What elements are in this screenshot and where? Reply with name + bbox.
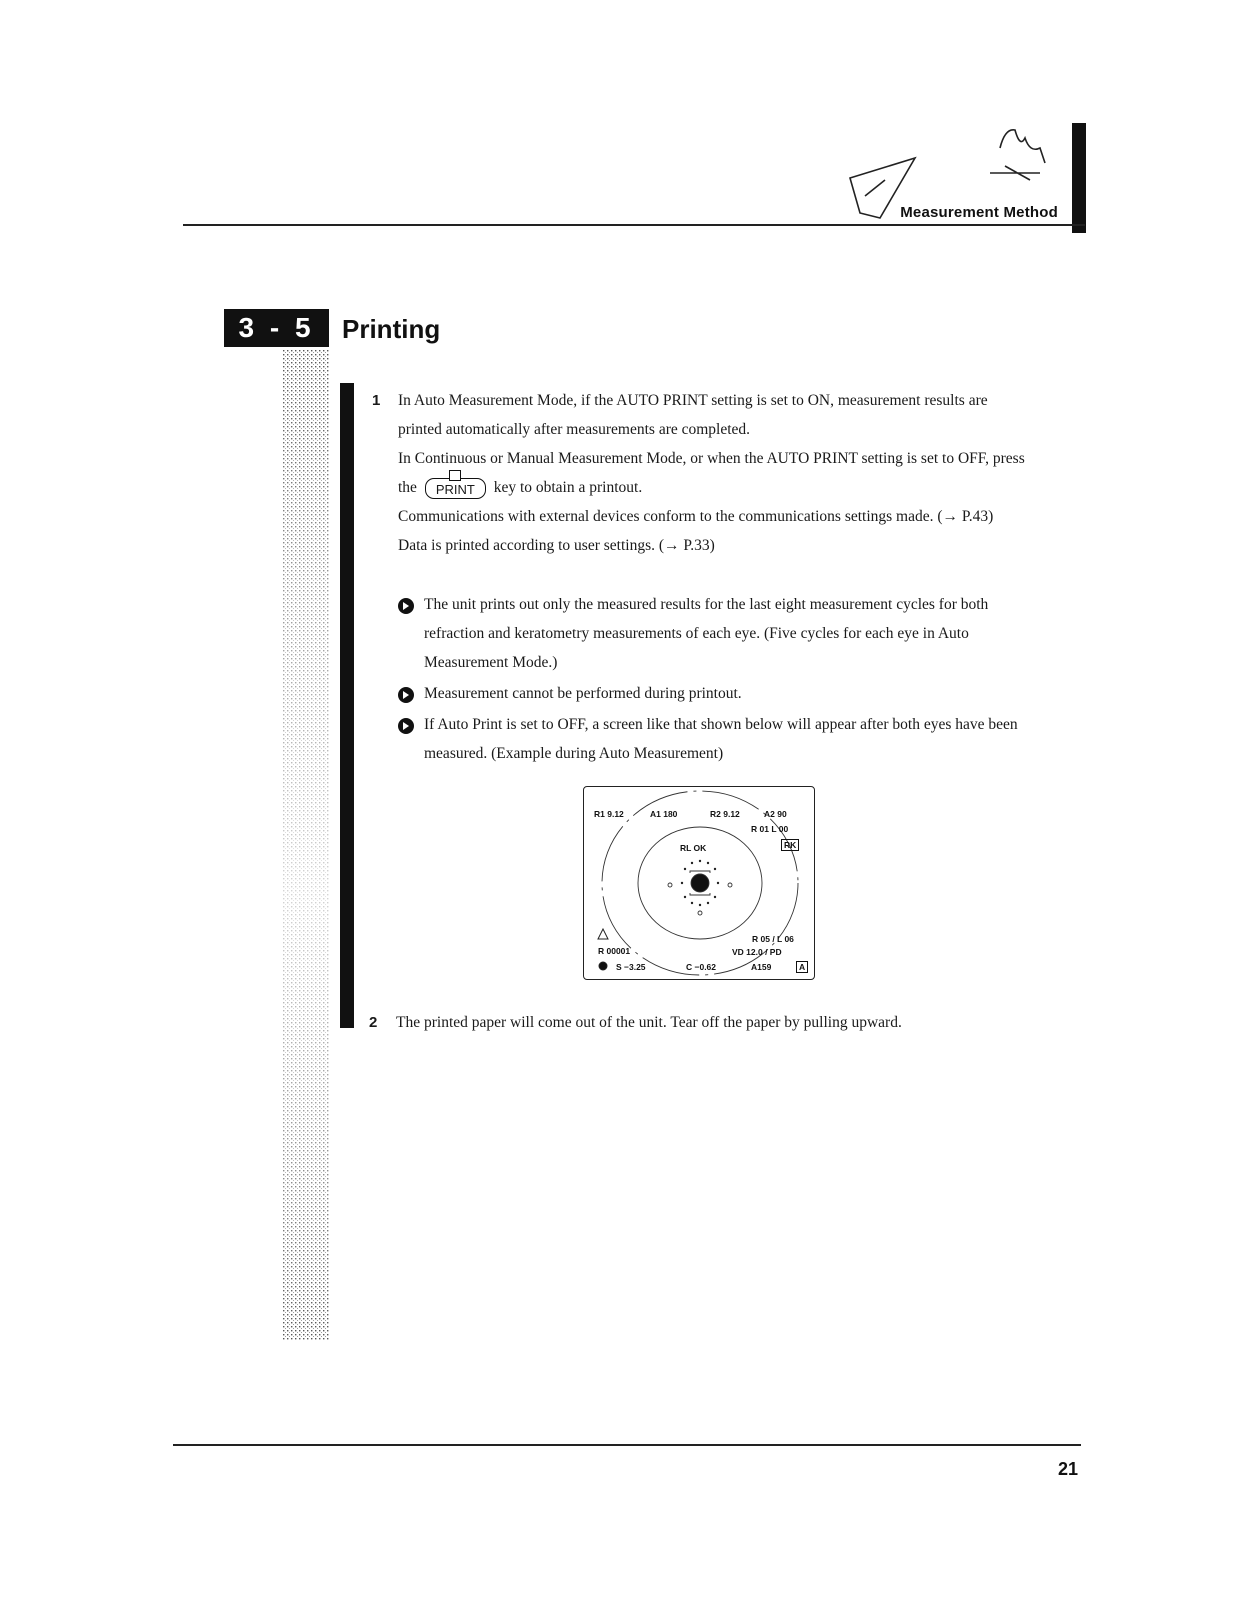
note-line: refraction and keratometry measurements of each eye. (Five cycles for each eye in Auto bbox=[424, 625, 969, 642]
note-line: If Auto Print is set to OFF, a screen like that shown below will appear after both eyes have been bbox=[424, 716, 1018, 733]
text-line: In Continuous or Manual Measurement Mode, or when the AUTO PRINT setting is set to OFF, press bbox=[398, 450, 1025, 467]
section-number-badge: 3 - 5 bbox=[224, 309, 329, 347]
header-rule bbox=[183, 224, 1085, 226]
decorative-texture-strip bbox=[283, 350, 329, 1340]
print-key-line bbox=[398, 473, 1098, 502]
screen-c-value: C −0.62 bbox=[686, 962, 717, 972]
footer-rule bbox=[173, 1444, 1081, 1446]
text-line: printed automatically after measurements are completed. bbox=[398, 421, 751, 438]
screen-r05: R 05 / L 06 bbox=[752, 934, 794, 944]
key-prefix: the bbox=[398, 479, 417, 496]
note-item bbox=[398, 590, 1098, 677]
screen-r1: R1 9.12 bbox=[594, 809, 624, 819]
key-suffix: key to obtain a printout. bbox=[493, 479, 643, 496]
screen-a-value: A159 bbox=[751, 962, 772, 972]
note-line: measured. (Example during Auto Measurement) bbox=[424, 745, 724, 762]
print-key-label: PRINT bbox=[435, 482, 475, 497]
text-line: Data is printed according to user settings. (→ P.33) bbox=[398, 537, 715, 554]
screen-r01: R 01 L 00 bbox=[751, 824, 789, 834]
screen-mode-badge: A bbox=[796, 961, 808, 973]
content-marker-bar bbox=[340, 383, 354, 1028]
text-line: In Auto Measurement Mode, if the AUTO PRINT setting is set to ON, measurement results are bbox=[398, 392, 988, 409]
screen-r-counter: R 00001 bbox=[598, 946, 631, 956]
section-title: Printing bbox=[342, 314, 441, 344]
note-line: The unit prints out only the measured results for the last eight measurement cycles for both bbox=[424, 596, 989, 613]
screen-r2: R2 9.12 bbox=[710, 809, 740, 819]
print-key-icon bbox=[425, 478, 486, 499]
measurement-screen-figure bbox=[583, 786, 815, 980]
screen-a2: A2 90 bbox=[764, 809, 787, 819]
screen-a1: A1 180 bbox=[650, 809, 678, 819]
screen-rk-badge: RK bbox=[781, 839, 799, 851]
note-line: Measurement Mode.) bbox=[424, 654, 558, 671]
text-line: Communications with external devices conform to the communications settings made. (→ P.43) bbox=[398, 508, 994, 525]
header-marker-bar bbox=[1072, 123, 1086, 233]
step-number: 1 bbox=[372, 392, 381, 409]
step1-text bbox=[398, 386, 1098, 560]
step2-text: The printed paper will come out of the unit. Tear off the paper by pulling upward. bbox=[396, 1014, 902, 1031]
note-arrow-icon bbox=[398, 687, 414, 703]
page-number: 21 bbox=[1058, 1459, 1079, 1479]
screen-s-value: S −3.25 bbox=[616, 962, 646, 972]
header-title: Measurement Method bbox=[900, 204, 1058, 221]
note-arrow-icon bbox=[398, 598, 414, 614]
note-item bbox=[398, 679, 1098, 708]
note-line: Measurement cannot be performed during printout. bbox=[424, 685, 742, 702]
note-arrow-icon bbox=[398, 718, 414, 734]
step-number: 2 bbox=[369, 1014, 378, 1031]
note-item bbox=[398, 710, 1098, 768]
screen-vd: VD 12.0 / PD bbox=[732, 947, 782, 957]
screen-rl-ok: RL OK bbox=[680, 843, 707, 853]
